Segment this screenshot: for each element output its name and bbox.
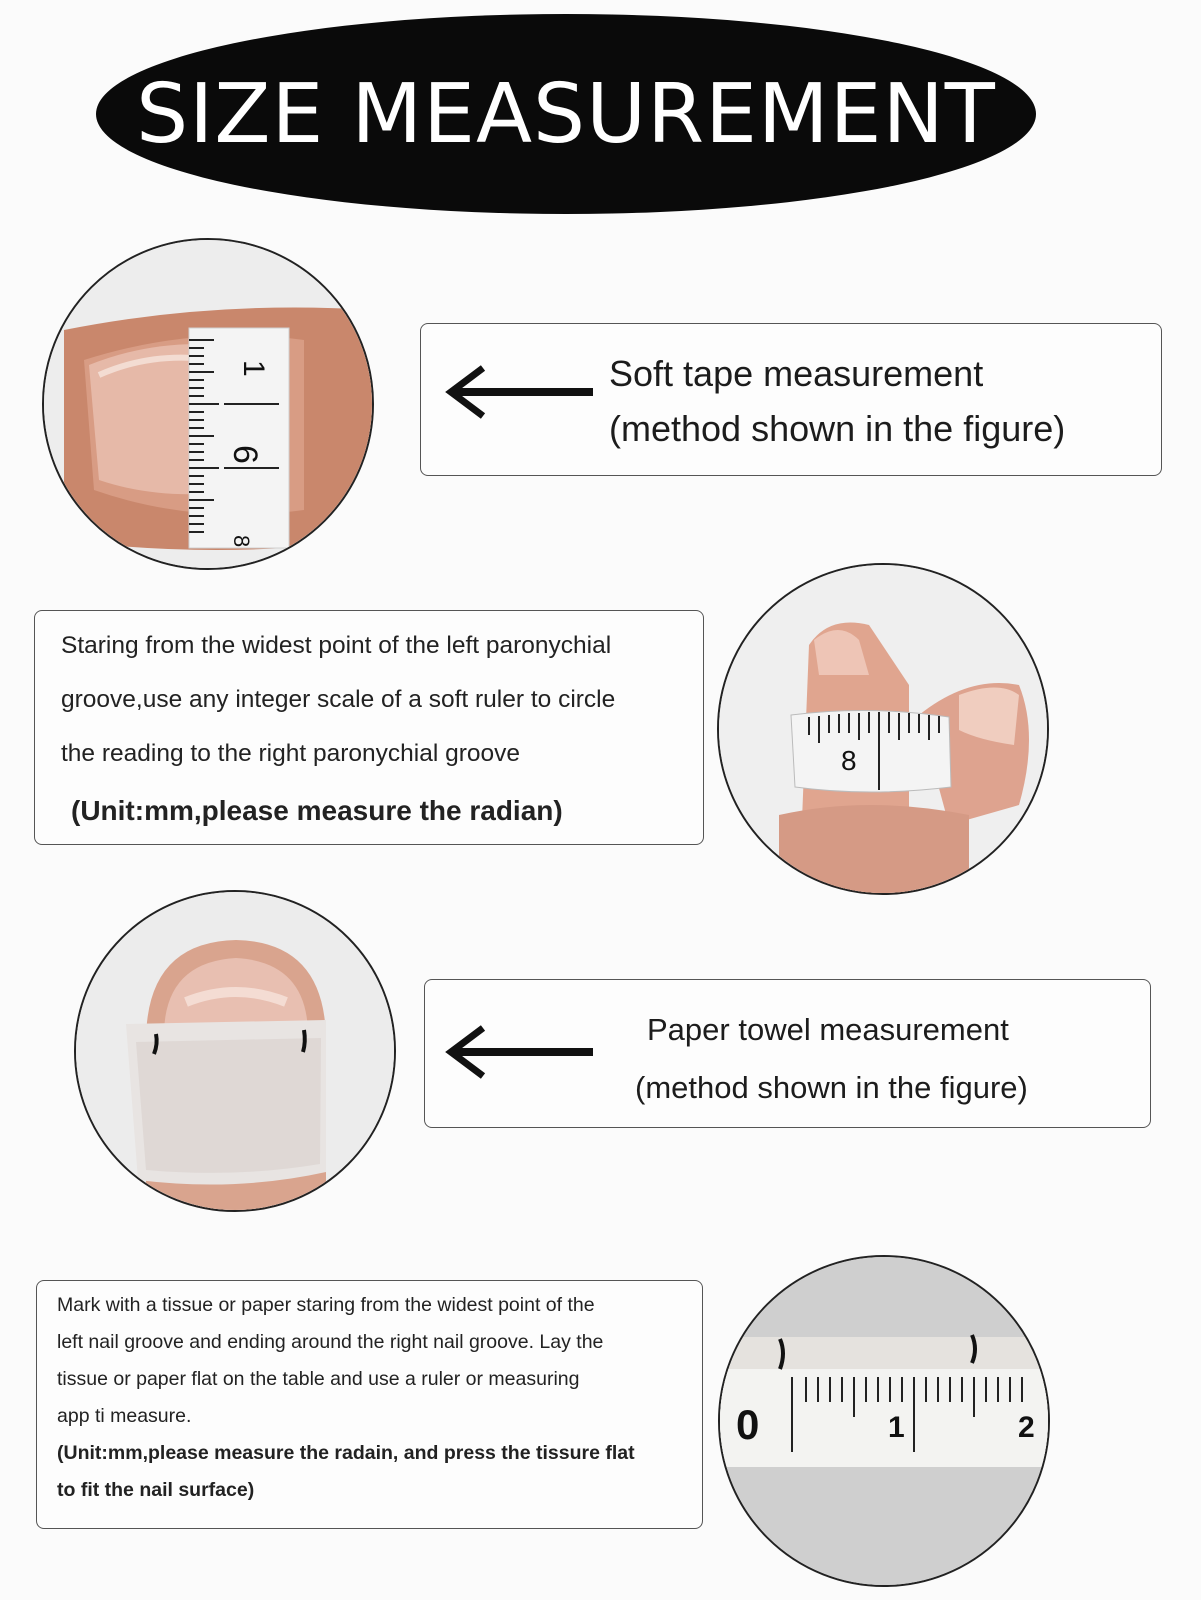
tape-number-6: 6	[226, 445, 264, 464]
finger-tape-illustration	[719, 565, 1047, 893]
paper-instruction-line-1: Mark with a tissue or paper staring from the widest point of the	[57, 1294, 595, 1316]
instruction-line-3: the reading to the right paronychial groove	[61, 740, 520, 767]
left-arrow-icon	[443, 362, 593, 422]
paper-instruction-line-3: tissue or paper flat on the table and use a ruler or measuring	[57, 1368, 580, 1390]
left-arrow-icon-2	[443, 1022, 593, 1082]
tape-number-1: 1	[237, 360, 270, 377]
finger-tape-photo	[717, 563, 1049, 895]
tape-number-8: 8	[229, 535, 254, 548]
paper-instruction-line-4: app ti measure.	[57, 1405, 192, 1427]
ruler-photo	[718, 1255, 1050, 1587]
unit-note: (Unit:mm,please measure the radian)	[71, 795, 563, 826]
soft-tape-title: Soft tape measurement	[609, 353, 984, 394]
soft-tape-photo	[42, 238, 374, 570]
soft-tape-box	[420, 323, 1162, 476]
page-title: SIZE MEASUREMENT	[136, 66, 996, 162]
paper-towel-illustration	[76, 892, 394, 1210]
soft-tape-instructions	[34, 610, 704, 845]
paper-towel-box	[424, 979, 1151, 1128]
paper-unit-note-1: (Unit:mm,please measure the radain, and press the tissure flat	[57, 1442, 635, 1464]
paper-towel-photo	[74, 890, 396, 1212]
paper-towel-instructions	[36, 1280, 703, 1529]
ruler-illustration	[720, 1257, 1048, 1585]
ruler-number-1: 1	[888, 1411, 905, 1444]
instruction-line-2: groove,use any integer scale of a soft ruler to circle	[61, 686, 616, 713]
tape-number-8b: 8	[841, 745, 857, 776]
paper-towel-title: Paper towel measurement	[647, 1012, 1009, 1047]
paper-instruction-line-2: left nail groove and ending around the right nail groove. Lay the	[57, 1331, 604, 1353]
paper-towel-subtitle: (method shown in the figure)	[635, 1070, 1028, 1105]
soft-tape-subtitle: (method shown in the figure)	[609, 408, 1066, 449]
ruler-number-0: 0	[736, 1401, 760, 1448]
ruler-number-2: 2	[1018, 1411, 1035, 1444]
paper-unit-note-2: to fit the nail surface)	[57, 1479, 255, 1501]
soft-tape-illustration	[44, 240, 372, 568]
title-banner	[96, 14, 1036, 214]
instruction-line-1: Staring from the widest point of the left paronychial	[61, 632, 612, 659]
